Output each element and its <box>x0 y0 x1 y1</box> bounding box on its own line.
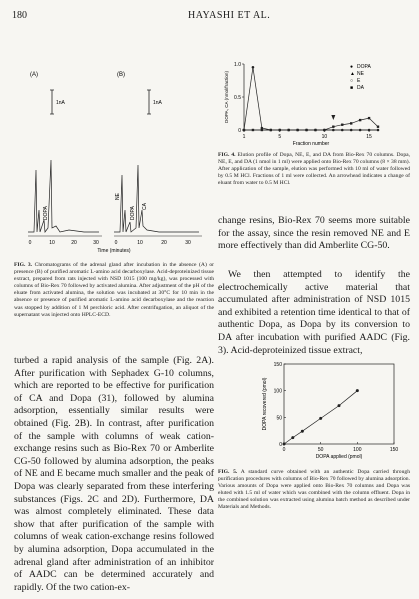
x-tick-label: 100 <box>353 447 362 453</box>
figure-3-chromatograms <box>14 60 214 255</box>
x-tick-a: 10 <box>49 240 55 246</box>
data-point-dopa <box>350 129 353 132</box>
figure-5-chart <box>254 358 404 464</box>
y-axis-label: DOPA, CA (nmol/fraction) <box>224 71 229 123</box>
fig3-x-label: Time (minutes) <box>97 248 131 254</box>
right-paragraph-1: change resins, Bio-Rex 70 seems more suitable for the assay, since the resin removed NE and E more effectively than did Amberlite CG-50. <box>218 215 410 252</box>
fig4-caption-lead: FIG. 4. <box>218 152 236 158</box>
data-point-dopa <box>341 129 344 132</box>
data-point-da <box>323 129 325 131</box>
legend-label-dopa: DOPA <box>357 64 371 70</box>
y-tick-label: 0.5 <box>234 95 241 101</box>
eluant-change-arrow <box>331 115 335 120</box>
data-point <box>338 404 341 407</box>
legend-label-e: E <box>357 78 361 84</box>
data-point-dopa <box>377 129 380 132</box>
page-number: 180 <box>12 10 27 21</box>
chromatogram-trace-b <box>114 165 199 232</box>
x-tick-label: 1 <box>242 134 246 140</box>
data-point <box>291 436 294 439</box>
data-point-da <box>368 117 370 119</box>
legend-symbol: ▲ <box>350 71 355 77</box>
x-tick-a: 30 <box>93 240 99 246</box>
y-tick-label: 50 <box>276 415 282 422</box>
scale-label-a: 1nA <box>56 100 65 106</box>
data-point-da <box>341 124 343 126</box>
right-paragraph-2: We then attempted to identify the electrochemically active material that accumulated after administration of NSD 1015 and exhibited a retention time identical to that of authentic Dopa, as Dopa by its conversion to DA after incubation with purified AADC (Fig. 3). Acid-deproteinized tissue extract, <box>218 269 410 356</box>
legend-symbol: ■ <box>350 85 354 91</box>
data-point-da <box>296 129 298 131</box>
y-tick-label: 0 <box>279 442 282 448</box>
data-point-da <box>279 129 281 131</box>
chromatogram-trace-a <box>28 160 99 232</box>
peak-ne-label-b: NE <box>115 193 121 200</box>
x-tick-a: 20 <box>71 240 77 246</box>
data-point-dopa <box>359 129 362 132</box>
legend-symbol: ● <box>350 64 354 70</box>
x-axis-label: Fraction number <box>292 141 330 147</box>
x-tick-label: 0 <box>282 447 286 453</box>
data-point-da <box>332 126 334 128</box>
x-tick-label: 5 <box>278 134 282 140</box>
plot-frame <box>284 364 394 444</box>
data-point <box>356 389 359 392</box>
data-point-dopa <box>332 129 335 132</box>
figure-4-chart <box>218 56 410 150</box>
data-point-da <box>377 126 379 128</box>
peak-dopa-label-b: DOPA <box>130 206 136 220</box>
fig4-caption-text: Elution profile of Dopa, NE, E, and DA from Bio-Rex 70 columns. Dopa, NE, E, and DA (1 nmol in 1 ml) were applied onto Bio-Rex 70 columns (8 × 38 mm). After application of the sample, elution was performed with 10 ml of water followed by 0.5 M HCl. Fractions of 1 ml were collected. An arrowhead indicates a change of eluant from water to 0.5 M HCl. <box>218 152 410 187</box>
x-tick-b: 10 <box>137 240 143 246</box>
x-tick-label: 150 <box>389 447 399 453</box>
fig5-caption-lead: FIG. 5. <box>218 469 238 475</box>
legend-symbol: ○ <box>350 78 354 84</box>
figure-5-caption <box>218 469 410 512</box>
x-axis-label: DOPA applied (pmol) <box>315 454 363 460</box>
peak-ca-label-b: CA <box>142 203 148 210</box>
fig3-caption-lead: FIG. 3. <box>14 262 33 268</box>
x-tick-label: 15 <box>366 134 372 140</box>
y-tick-label: 0 <box>238 128 241 134</box>
data-point-da <box>252 129 254 131</box>
fig3-panel-a-label: (A) <box>30 72 38 78</box>
data-point-da <box>359 119 361 121</box>
y-tick-label: 1.0 <box>234 62 241 68</box>
data-point <box>319 417 322 420</box>
legend-label-ne: NE <box>357 71 364 77</box>
scale-label-b: 1nA <box>153 100 162 106</box>
running-head: HAYASHI ET AL. <box>188 10 271 21</box>
data-point-da <box>305 129 307 131</box>
data-point-da <box>261 129 263 131</box>
y-tick-label: 100 <box>273 388 282 395</box>
left-column-text: turbed a rapid analysis of the sample (Fig. 2A). After purification with Sephadex G-10 columns, which are reported to be effective for purification of CA and Dopa (31), followed by alumina adsorption, essentially similar results were obtained (Fig. 2B). In contrast, after purification of the sample with columns of weak cation-exchange resins such as Bio-Rex 70 or Amberlite CG-50 followed by alumina adsorption, the peaks of NE and E became much smaller and the peak of Dopa was clearly separated from these interfering substances (Figs. 2C and 2D). Furthermore, DA was almost completely eliminated. These data show that after purification of the sample with columns of weak cation-exchange resins followed by alumina adsorption, Dopa accumulated in the adrenal gland after administration of an inhibitor of AADC can be determined accurately and rapidly. Of the two cation-ex- <box>14 355 214 593</box>
y-tick-label: 150 <box>273 362 282 368</box>
page-header <box>12 10 407 24</box>
fig3-panel-b-label: (B) <box>117 72 125 78</box>
data-point-da <box>287 129 289 131</box>
data-point-da <box>243 129 245 131</box>
y-axis-label: DOPA recovered (pmol) <box>262 377 268 431</box>
fig5-caption-text: A standard curve obtained with an authentic Dopa carried through purification procedures with columns of Bio-Rex 70 followed by alumina adsorption. Various amounts of Dopa were applied onto Bio-Rex 70 columns and Dopa was eluted with 1.5 ml of water which was combined with the column effluent. Dopa in the combined solution was extracted using alumina batch method as described under Materials and Methods. <box>218 469 410 511</box>
x-tick-label: 10 <box>321 134 328 140</box>
data-point-dopa <box>252 66 255 69</box>
x-tick-b: 20 <box>161 240 167 246</box>
x-tick-b: 0 <box>114 240 118 246</box>
x-tick-b: 30 <box>185 240 191 246</box>
data-point-dopa <box>368 129 371 132</box>
figure-3-caption <box>14 262 214 319</box>
scale-bar-b <box>147 90 151 114</box>
data-point-da <box>350 122 352 124</box>
scale-bar-a <box>50 90 54 114</box>
data-point-da <box>314 129 316 131</box>
x-tick-a: 0 <box>28 240 32 246</box>
figure-4-caption <box>218 152 410 187</box>
data-point <box>283 443 286 446</box>
data-point-da <box>270 129 272 131</box>
peak-dopa-label-a: DOPA <box>43 206 49 220</box>
data-point <box>301 430 304 433</box>
legend-label-da: DA <box>357 85 364 91</box>
x-tick-label: 50 <box>317 447 324 453</box>
fig3-caption-text: Chromatograms of the adrenal gland after incubation in the absence (A) or presence (B) of purified aromatic L-amino acid decarboxylase. Acid-deproteinized tissue extract, prepared from rats injected with NSD 1015 (100 mg/kg), was processed with columns of Bio-Rex 70 followed by activated alumina. After adjustment of the pH of the eluate from activated alumina, the solution was incubated at 30°C for 10 min in the absence or presence of purified aromatic L-amino acid decarboxylase and the reaction was stopped by addition of 1 M perchloric acid. After centrifugation, an aliquot of the supernatant was injected onto HPLC-ECD. <box>14 262 215 318</box>
